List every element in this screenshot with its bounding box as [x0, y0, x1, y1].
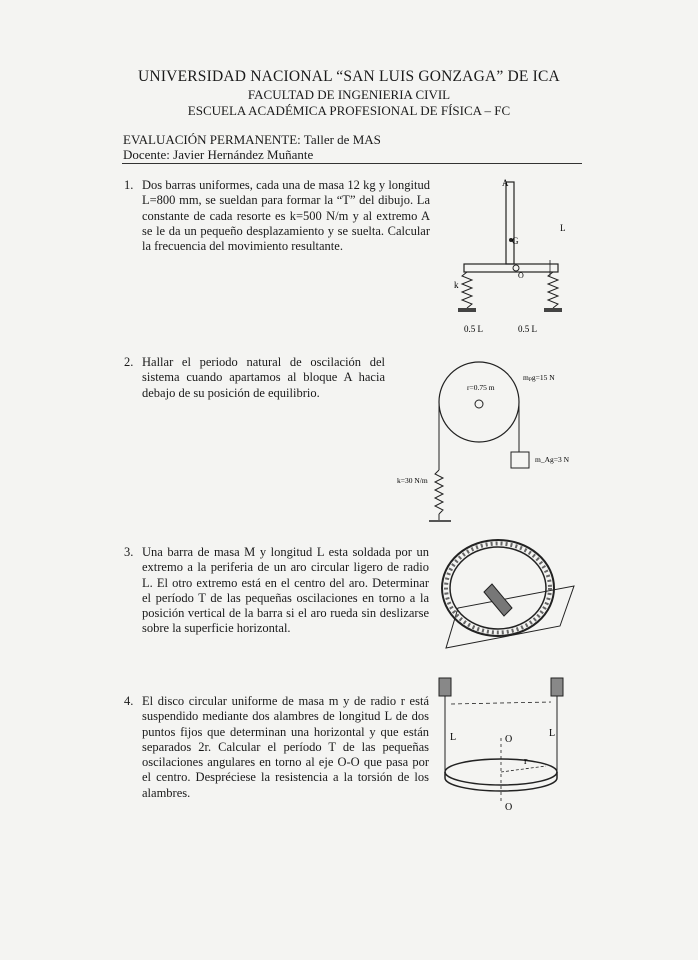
pulley-weight-label: mₚg=15 N — [523, 373, 555, 382]
question-1-number: 1. — [124, 178, 134, 192]
label-A: A — [502, 178, 509, 188]
question-3-number: 3. — [124, 545, 134, 559]
radius-label: r=0.75 m — [467, 383, 495, 392]
teacher-name: Docente: Javier Hernández Muñante — [123, 147, 314, 162]
question-2-number: 2. — [124, 355, 134, 369]
hoop-inner — [450, 547, 546, 629]
hoop-hatching — [446, 544, 550, 633]
dimension-left: 0.5 L — [464, 324, 483, 334]
pulley-axle — [475, 400, 483, 408]
label-L-left: L — [450, 732, 457, 743]
right-support — [551, 678, 563, 696]
label-L: L — [560, 223, 566, 233]
spring-constant-label: k=30 N/m — [397, 476, 428, 485]
block-A — [511, 452, 529, 468]
question-3-figure — [436, 538, 584, 650]
question-1-figure — [450, 176, 580, 336]
faculty-title: FACULTAD DE INGENIERIA CIVIL — [247, 87, 451, 102]
block-weight-label: m_Ag=3 N — [535, 455, 570, 464]
spring — [435, 470, 443, 514]
question-1-text: Dos barras uniformes, cada una de masa 12 kg y longitud L=800 mm, se sueldan para formar la “T” del dibujo. La constante de cada resorte es k=500 N/m y al extremo A se le da un pequeño desplazamiento y se suelta. Calcular la frecuencia del movimiento resultante. — [142, 178, 430, 254]
question-2-figure — [395, 360, 585, 530]
question-4-number: 4. — [124, 694, 134, 708]
label-k: k — [454, 280, 459, 290]
label-O-bottom: O — [505, 802, 513, 813]
vertical-bar — [506, 182, 514, 264]
question-3-text: Una barra de masa M y longitud L esta soldada por un extremo a la periferia de un aro circular ligero de radio L. El otro extremo está en el centro del aro. Determinar el período T de las pequeñas oscilaciones en torno a la posición vertical de la barra si el aro rueda sin deslizarse sobre la superficie horizontal. — [142, 545, 429, 636]
evaluation-title: EVALUACIÓN PERMANENTE: Taller de MAS — [123, 132, 381, 147]
pulley — [439, 362, 519, 442]
dimension-right: 0.5 L — [518, 324, 537, 334]
horizontal-reference — [451, 702, 551, 704]
school-title: ESCUELA ACADÉMICA PROFESIONAL DE FÍSICA – FC — [187, 103, 511, 118]
question-2-text: Hallar el periodo natural de oscilación del sistema cuando apartamos al bloque A hacia debajo de su posición de equilibrio. — [142, 355, 385, 400]
bar — [484, 584, 512, 616]
label-L-right: L — [549, 728, 556, 739]
right-spring-base — [544, 308, 562, 312]
label-G: G — [512, 236, 519, 246]
university-title: UNIVERSIDAD NACIONAL “SAN LUIS GONZAGA” DE ICA — [138, 68, 560, 85]
horizontal-bar — [464, 264, 558, 272]
label-O-top: O — [505, 734, 513, 745]
left-support — [439, 678, 451, 696]
label-O: O — [518, 271, 524, 280]
header-divider — [122, 163, 582, 164]
right-spring — [548, 272, 558, 308]
question-4-figure — [434, 674, 574, 814]
label-r: r — [524, 756, 528, 767]
question-4-text: El disco circular uniforme de masa m y de radio r está suspendido mediante dos alambres de longitud L de dos puntos fijos que determinan una horizontal y que están separados 2r. Calcular el período T de las pequeñas oscilaciones angulares en torno al eje O-O que pasa por el centro. Despréciese la resistencia a la torsión de los alambres. — [142, 694, 429, 800]
left-spring — [462, 272, 472, 308]
hoop-outer — [442, 540, 554, 636]
left-spring-base — [458, 308, 476, 312]
